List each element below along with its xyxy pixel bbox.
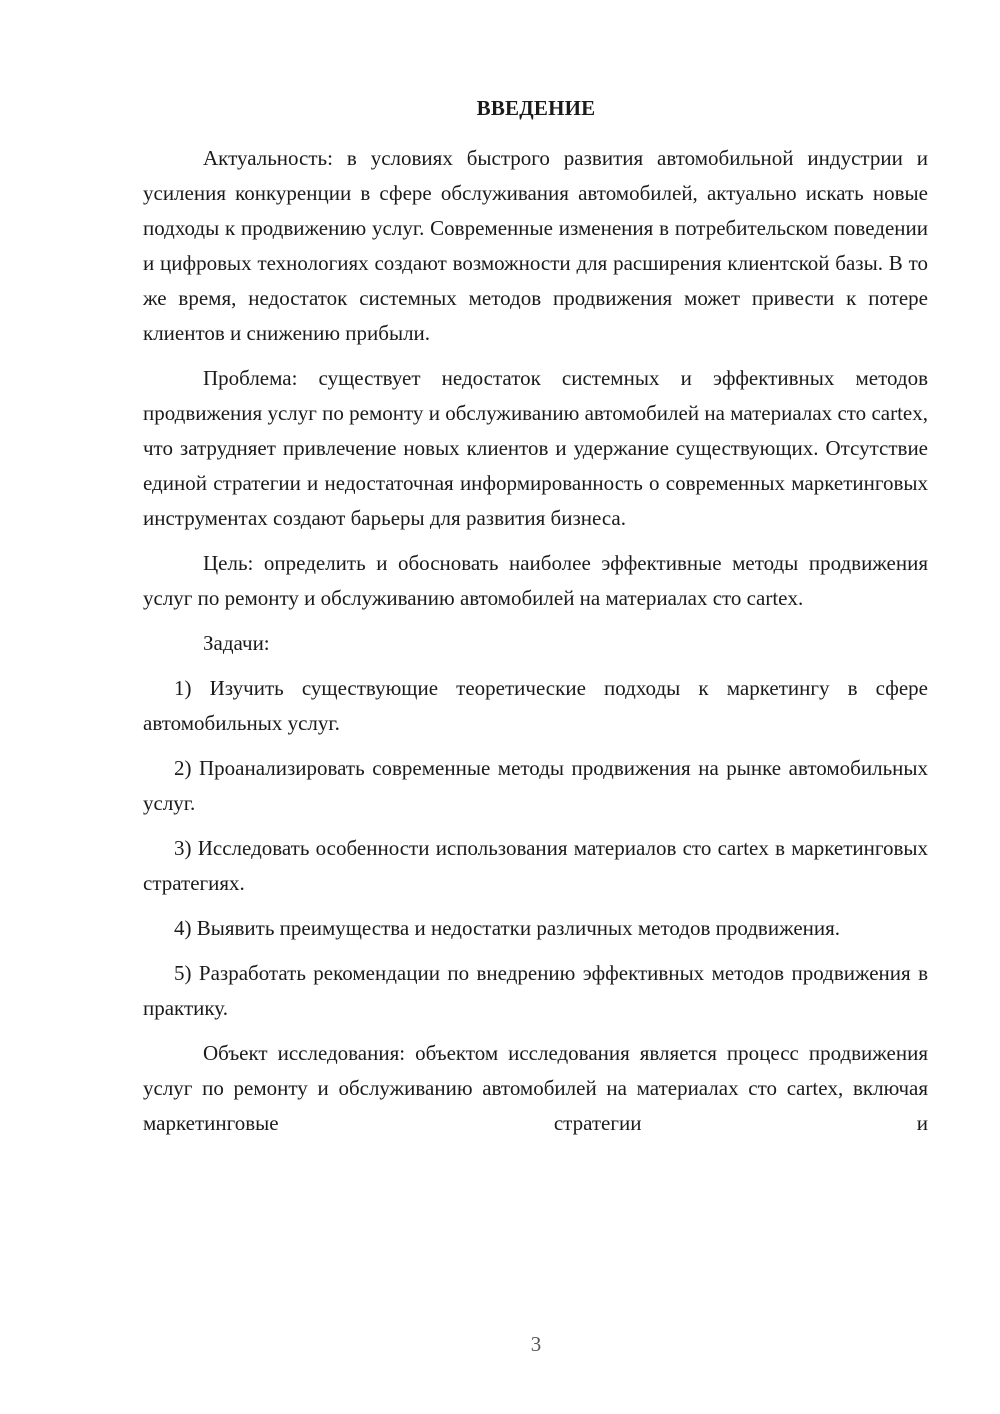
relevance-paragraph: Актуальность: в условиях быстрого развития автомобильной индустрии и усиления конкуренции в сфере обслуживания автомобилей, актуально искать новые подходы к продвижению услуг. Современные изменения в потребительском поведении и цифровых технологиях создают возможности для расширения клиентской базы. В то же время, недостаток системных методов продвижения может привести к потере клиентов и снижению прибыли. xyxy=(143,146,928,345)
tasks-heading: Задачи: xyxy=(203,631,270,655)
problem-paragraph: Проблема: существует недостаток системных и эффективных методов продвижения услуг по ремонту и обслуживанию автомобилей на материалах сто cartex, что затрудняет привлечение новых клиентов и удержание существующих. Отсутствие единой стратегии и недостаточная информированность о современных маркетинговых инструментах создают барьеры для развития бизнеса. xyxy=(143,366,928,530)
task-item: 5) Разработать рекомендации по внедрению эффективных методов продвижения в практику. xyxy=(143,961,928,1020)
document-body xyxy=(143,141,928,1151)
page-number: 3 xyxy=(530,1332,542,1356)
page-title: ВВЕДЕНИЕ xyxy=(476,96,596,120)
goal-paragraph: Цель: определить и обосновать наиболее эффективные методы продвижения услуг по ремонту и обслуживанию автомобилей на материалах сто cartex. xyxy=(143,551,928,610)
object-paragraph: Объект исследования: объектом исследования является процесс продвижения услуг по ремонту и обслуживанию автомобилей на материалах сто cartex, включая маркетинговые стратегии и xyxy=(143,1041,928,1135)
task-item: 2) Проанализировать современные методы продвижения на рынке автомобильных услуг. xyxy=(143,756,928,815)
task-item: 4) Выявить преимущества и недостатки различных методов продвижения. xyxy=(174,916,841,940)
task-item: 3) Исследовать особенности использования материалов сто cartex в маркетинговых стратегиях. xyxy=(143,836,928,895)
task-item: 1) Изучить существующие теоретические подходы к маркетингу в сфере автомобильных услуг. xyxy=(143,676,928,735)
